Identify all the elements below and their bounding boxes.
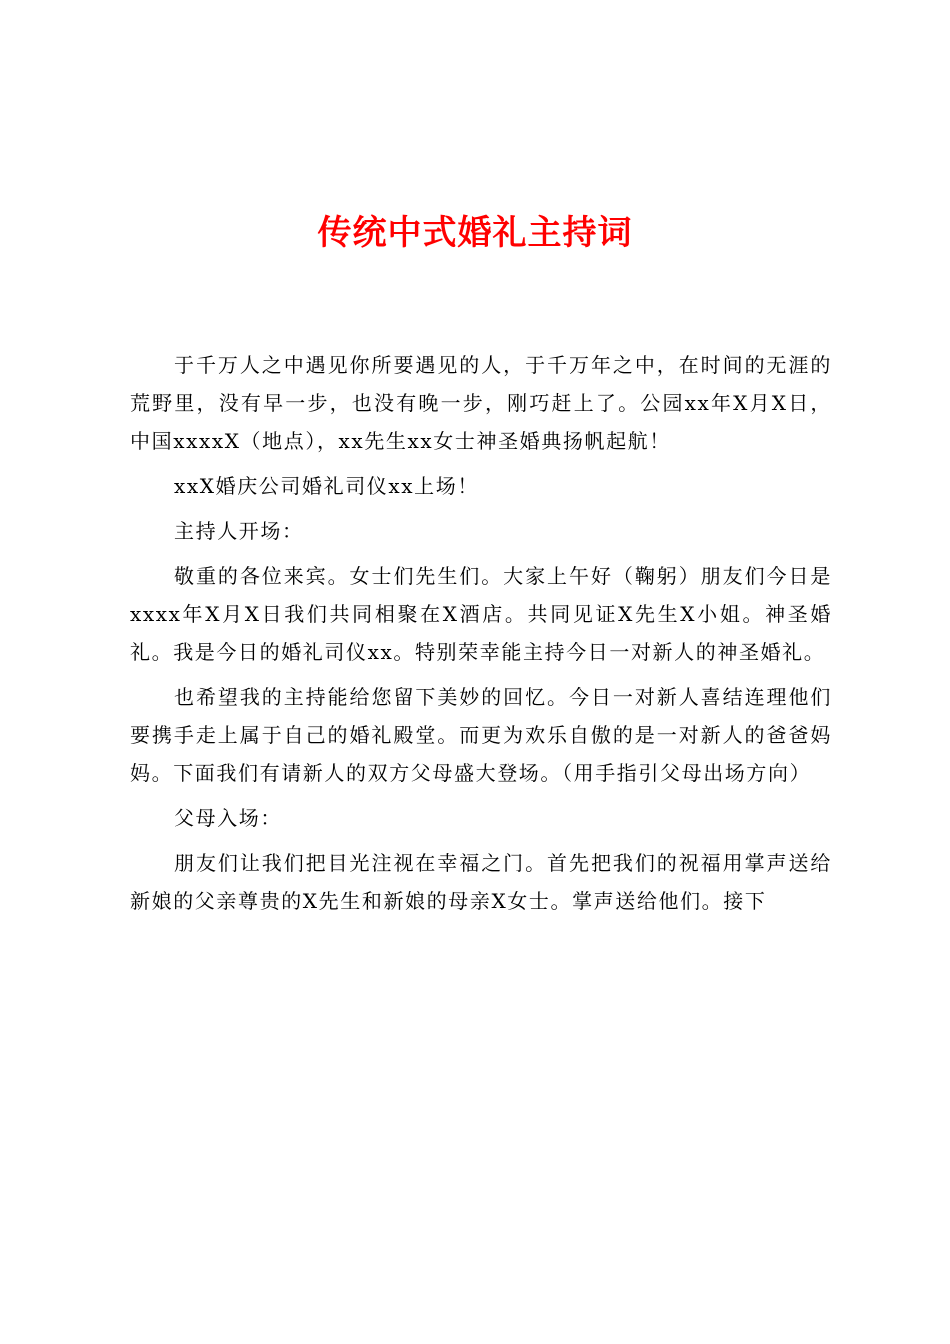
section-heading-host-opening: 主持人开场： bbox=[174, 519, 304, 543]
paragraph-intro: 于千万人之中遇见你所要遇见的人，于千万年之中，在时间的无涯的荒野里，没有早一步，也没有晚一步，刚巧赶上了。公园xx年X月X日，中国xxxxX（地点），xx先生xx女士神圣婚典扬帆起航！ bbox=[130, 353, 832, 453]
section-heading-parents-entrance: 父母入场： bbox=[174, 806, 282, 830]
document-title: 传统中式婚礼主持词 bbox=[317, 213, 633, 253]
paragraph-host-entrance: xxX婚庆公司婚礼司仪xx上场！ bbox=[174, 474, 479, 498]
paragraph-greeting: 敬重的各位来宾。女士们先生们。大家上午好（鞠躬）朋友们今日是xxxx年X月X日我们共同相聚在X酒店。共同见证X先生X小姐。神圣婚礼。我是今日的婚礼司仪xx。特别荣幸能主持今日一对新人的神圣婚礼。 bbox=[130, 564, 832, 664]
paragraph-parents-invite: 也希望我的主持能给您留下美妙的回忆。今日一对新人喜结连理他们要携手走上属于自己的婚礼殿堂。而更为欢乐自傲的是一对新人的爸爸妈妈。下面我们有请新人的双方父母盛大登场。（用手指引父母出场方向） bbox=[130, 685, 832, 785]
paragraph-happiness-door: 朋友们让我们把目光注视在幸福之门。首先把我们的祝福用掌声送给新娘的父亲尊贵的X先生和新娘的母亲X女士。掌声送给他们。接下 bbox=[130, 851, 832, 913]
document-body bbox=[130, 346, 832, 927]
